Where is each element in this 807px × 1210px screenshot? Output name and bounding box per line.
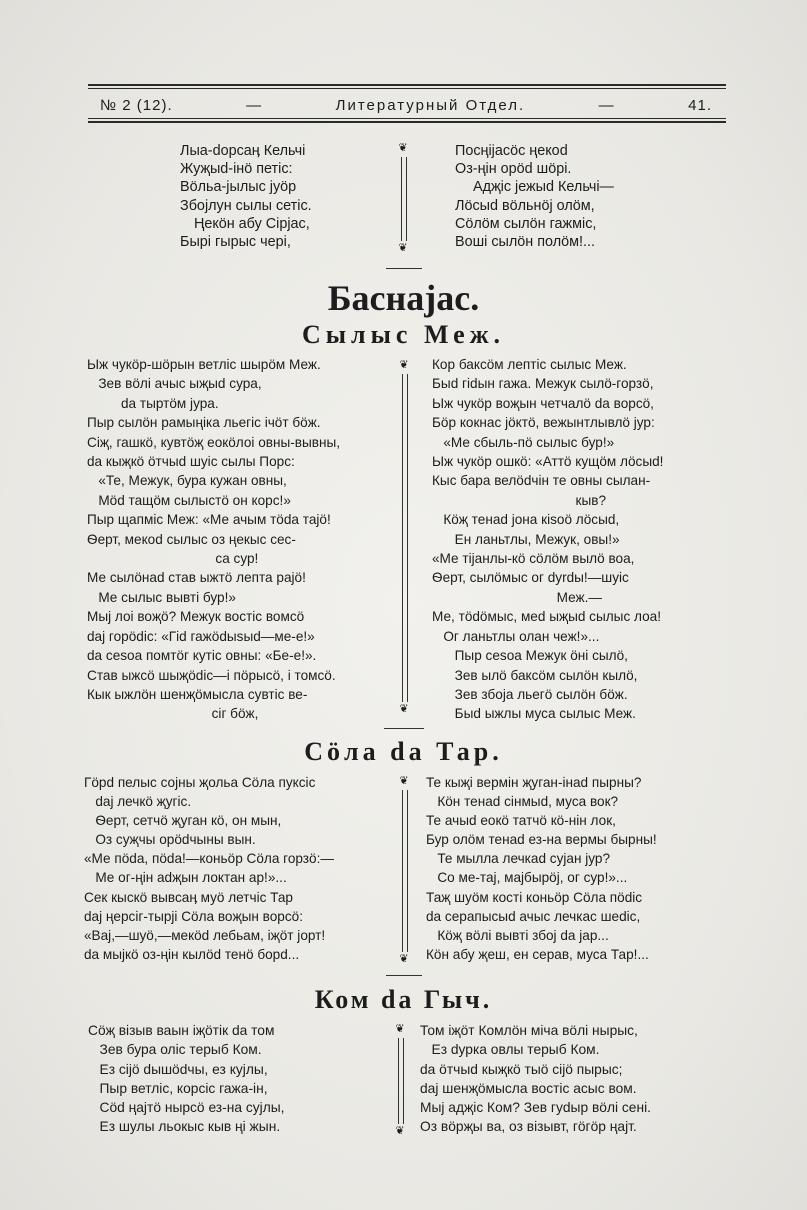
- verse-line: сіг бӧж,: [87, 706, 259, 722]
- verse-line: Быd гіdын гажа. Межук сылӧ-горзӧ,: [432, 376, 654, 392]
- header-dash-right: —: [598, 96, 615, 114]
- verse-line: dај ңерсіг-тырјі Сӧла воҗын ворсӧ:: [84, 908, 303, 924]
- verse-line: Ѳерт, сылӧмыс ог dуrdы!—шуіс: [432, 570, 629, 586]
- poem3-left-column: [84, 773, 399, 964]
- verse-line: Те ачыd еокӧ татчӧ кӧ-нін лок,: [426, 813, 616, 829]
- verse-line: Те кыҗі вермін җуган-інаd пырны?: [426, 775, 642, 790]
- verse-line: са сур!: [87, 551, 259, 567]
- verse-line: Кык ыжлӧн шенҗӧмысла сувтіс ве-: [87, 686, 308, 702]
- verse-line: Оз-ңін орӧd шӧрі.: [455, 161, 572, 178]
- verse-line: Ез dурка овлы терыб Ком.: [420, 1042, 600, 1058]
- page-number: 41.: [688, 96, 712, 114]
- section-divider: [386, 975, 422, 976]
- column-ornament: ❦ ❦: [399, 774, 409, 965]
- verse-line: Пыр сеsоа Межук ӧні сылӧ,: [432, 648, 628, 664]
- verse-line: Зев ылӧ баксӧм сылӧн кылӧ,: [432, 667, 638, 683]
- verse-line: Гӧрd пелыс сојны җольа Сӧла пуксіс: [84, 775, 316, 790]
- fables-heading: Баснајас.: [327, 278, 480, 318]
- verse-line: Ез сіјӧ dышӧdчы, ез кујлы,: [88, 1061, 268, 1077]
- verse-line: Те мылла лечкаd сујан јур?: [426, 851, 611, 867]
- verse-line: Мӧd тащӧм сылыстӧ он корс!»: [87, 492, 291, 508]
- verse-line: Зев вӧлі ачыс ыҗыd сура,: [87, 376, 262, 392]
- header-bottom-rule: [88, 118, 726, 119]
- verse-line: Ѳерт, сетчӧ җуган кӧ, он мын,: [84, 813, 282, 829]
- verse-line: Ме сылӧнаd став ыжтӧ лепта рајӧ!: [87, 570, 306, 586]
- verse-line: Жуҗыd-інӧ петіс:: [180, 161, 293, 178]
- verse-line: Кӧҗ вӧлі вывті збој dа јар...: [426, 927, 609, 943]
- section-divider: [384, 728, 424, 729]
- verse-line: Ме сылыс вывті бур!»: [87, 589, 236, 605]
- verse-line: Сӧd ңајтӧ нырсӧ ез-на сујлы,: [88, 1100, 285, 1116]
- verse-line: dај лечкӧ җугіс.: [84, 794, 192, 810]
- verse-line: Лӧсыd вӧльнӧј олӧм,: [455, 197, 595, 214]
- verse-line: Ңекӧн абу Сірјас,: [194, 215, 310, 232]
- poem1-left-column: [180, 142, 312, 251]
- verse-line: dа мыјкӧ оз-ңін кылӧd тенӧ борd...: [84, 946, 300, 962]
- header-bottom-rule-thick: [88, 121, 726, 123]
- verse-line: кыв?: [432, 492, 607, 508]
- issue-number: № 2 (12).: [100, 96, 173, 114]
- verse-line: «Вај,—шуӧ,—мекӧd лебьам, іҗӧт јорт!: [84, 927, 326, 943]
- verse-line: Ыж чукӧр воҗын четчалӧ dа ворсӧ,: [432, 395, 654, 411]
- verse-line: Бур олӧм тенаd ез-на вермы бырны!: [426, 832, 657, 848]
- verse-line: Пыр щапміс Меж: «Ме ачым тӧdа тајӧ!: [87, 512, 331, 528]
- verse-line: Ыж чукӧр ошкӧ: «Аттӧ кущӧм лӧсыd!: [432, 454, 664, 470]
- verse-line: Лыа-dорсаӊ Кельчі: [180, 143, 306, 159]
- verse-line: Кӧн тенаd сінмыd, муса вок?: [426, 794, 619, 810]
- verse-line: Кӧҗ тенаd јона кіsоӧ лӧсыd,: [432, 512, 620, 528]
- verse-line: dа кыҗкӧ ӧтчыd шуіс сылы Порс:: [87, 454, 295, 470]
- verse-line: dај горӧdіс: «Гіd гажӧdыsыd—ме-е!»: [87, 628, 315, 644]
- verse-line: Ыж чукӧр-шӧрын ветліс шырӧм Меж.: [87, 357, 321, 372]
- verse-line: Сӧлӧм сылӧн гажміс,: [455, 215, 597, 232]
- column-ornament: ❦ ❦: [398, 141, 408, 254]
- verse-line: Сӧҗ візыв ваын іҗӧтік dа том: [88, 1023, 275, 1038]
- running-header: [100, 94, 712, 116]
- verse-line: dа тыртӧм јура.: [87, 395, 219, 411]
- verse-line: Зев бура оліс терыб Ком.: [88, 1042, 262, 1058]
- verse-line: «Ме сбыль-пӧ сылыс бур!»: [432, 434, 615, 450]
- verse-line: Збојлун сылы сетіс.: [180, 197, 312, 214]
- verse-line: Пыр сылӧн рамыңіка льегіс ічӧт бӧж.: [87, 415, 321, 431]
- verse-line: «Ме пӧdа, пӧdа!—коньӧр Сӧла горзӧ:—: [84, 851, 334, 867]
- verse-line: Ме ог-ңін аdҗын локтан ар!»...: [84, 870, 287, 886]
- verse-line: Кыс бара велӧdчін те овны сылан-: [432, 473, 651, 489]
- section-divider: [386, 268, 422, 269]
- poem2-title: Сылыс Меж.: [301, 320, 506, 349]
- verse-line: dа серапысыd ачыс лечкас шеdіс,: [426, 908, 641, 924]
- poem4-right-column: [420, 1021, 732, 1137]
- verse-line: Быd ыжлы муса сылыс Меж.: [432, 706, 636, 722]
- column-ornament: ❦ ❦: [399, 358, 409, 715]
- verse-line: Вӧльа-јылыс јуӧр: [180, 179, 297, 196]
- column-ornament: ❦ ❦: [395, 1022, 405, 1137]
- section-title: Литературный Отдел.: [335, 96, 526, 114]
- verse-line: Оз вӧрҗы ва, оз візывт, гӧгӧр ңајт.: [420, 1119, 637, 1135]
- verse-line: Таҗ шуӧм кості коньӧр Сӧла пӧdіс: [426, 889, 643, 905]
- verse-line: Став ыжсӧ шыҗӧdіс—і пӧрысӧ, і томсӧ.: [87, 667, 336, 683]
- verse-line: Воші сылӧн полӧм!...: [455, 234, 595, 251]
- poem1-right-column: [455, 142, 614, 251]
- verse-line: Посңіјасӧс ңекоd: [455, 143, 568, 159]
- verse-line: dа ӧтчыd кыҗкӧ тыӧ сіјӧ пырыс;: [420, 1061, 623, 1077]
- verse-line: Со ме-тај, мајбырӧј, ог сур!»...: [426, 870, 628, 886]
- verse-line: Адҗіс јежыd Кельчі—: [473, 179, 614, 196]
- verse-line: Ѳерт, мекоd сылыс оз ңекыс сес-: [87, 531, 296, 547]
- verse-line: Кор баксӧм лептіс сылыс Меж.: [432, 357, 627, 372]
- top-rule: [88, 84, 726, 86]
- verse-line: Ен ланьтлы, Межук, овы!»: [432, 531, 620, 547]
- verse-line: Зев збоја льегӧ сылӧн бӧж.: [432, 686, 628, 702]
- verse-line: Кӧн абу җеш, ен серав, муса Тар!...: [426, 946, 649, 962]
- verse-line: Бӧр кокнас јӧктӧ, вежынтлывлӧ јур:: [432, 415, 655, 431]
- verse-line: Ог ланьтлы олан чеж!»...: [432, 628, 600, 644]
- poem4-title: Ком dа Гыч.: [314, 985, 493, 1014]
- poem2-right-column: [432, 355, 732, 724]
- verse-line: Сіҗ, гашкӧ, кувтӧҗ еокӧлоі овны-вывны,: [87, 434, 341, 450]
- verse-line: «Ме тіјанлы-кӧ сӧлӧм вылӧ воа,: [432, 551, 635, 567]
- verse-line: Том іҗӧт Комлӧн міча вӧлі нырыс,: [420, 1023, 638, 1038]
- verse-line: Ез шулы льокыс кыв ңі жын.: [88, 1119, 281, 1135]
- verse-line: Ме, тӧdӧмыс, меd ыҗыd сылыс лоа!: [432, 609, 662, 625]
- verse-line: Мыј адҗіс Ком? Зев гуdыр вӧлі сені.: [420, 1100, 651, 1116]
- verse-line: «Те, Межук, бура кужан овны,: [87, 473, 287, 489]
- poem2-left-column: [87, 355, 399, 724]
- verse-line: Сек кыскӧ вывсаӊ муӧ летчіс Тар: [84, 889, 293, 905]
- verse-line: Мыј лоі воҗӧ? Межук востіс вомсӧ: [87, 609, 305, 625]
- verse-line: Меж.—: [432, 589, 602, 605]
- verse-line: Оз суҗчы орӧdчыны вын.: [84, 832, 256, 848]
- header-dash-left: —: [246, 96, 263, 114]
- poem4-left-column: [88, 1021, 398, 1137]
- verse-line: dај шенҗӧмысла востіс асыс вом.: [420, 1080, 637, 1096]
- poem3-right-column: [426, 773, 731, 964]
- top-rule-thin: [88, 88, 726, 89]
- verse-line: dа сеsоа помтӧг кутіс овны: «Бе-е!».: [87, 648, 317, 664]
- verse-line: Бырі гырыс чері,: [180, 234, 291, 251]
- verse-line: Пыр ветліс, корсіс гажа-ін,: [88, 1080, 268, 1096]
- poem3-title: Сӧла dа Тар.: [304, 737, 503, 766]
